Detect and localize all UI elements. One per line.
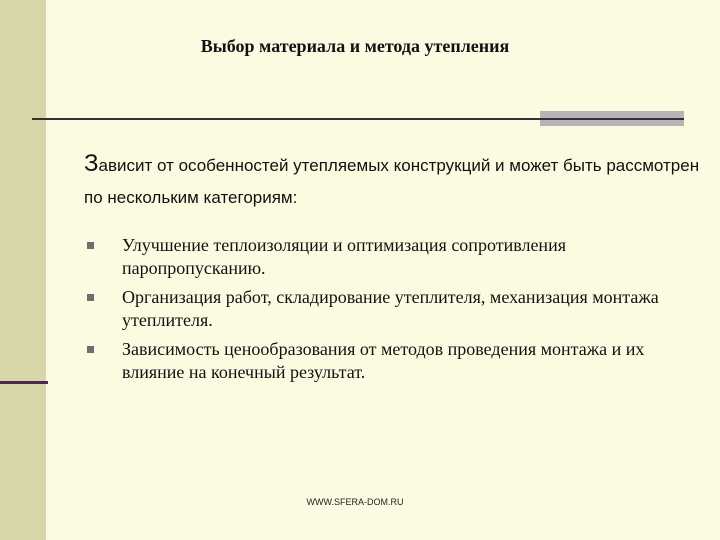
slide-title: Выбор материала и метода утепления — [200, 36, 510, 56]
bullet-text: Зависимость ценообразования от методов проведения монтажа и их влияние на конечный результат. — [122, 339, 645, 382]
square-bullet-icon — [87, 242, 94, 249]
bullet-text: Улучшение теплоизоляции и оптимизация сопротивления паропропусканию. — [122, 235, 566, 278]
square-bullet-icon — [87, 346, 94, 353]
title-divider — [32, 118, 684, 120]
footer-url[interactable]: WWW.SFERA-DOM.RU — [306, 497, 404, 507]
square-bullet-icon — [87, 294, 94, 301]
side-rule — [0, 381, 48, 384]
lead-text: ависит от особенностей утепляемых конструкций и может быть рассмотрен по нескольким категориям: — [84, 156, 700, 207]
bullet-item — [84, 338, 694, 384]
bullet-list — [84, 234, 694, 390]
bullet-text: Организация работ, складирование утеплителя, механизация монтажа утеплителя. — [122, 287, 659, 330]
lead-first-letter: З — [84, 150, 99, 177]
side-band — [0, 0, 46, 540]
bullet-item — [84, 286, 694, 332]
bullet-item — [84, 234, 694, 280]
lead-paragraph — [84, 148, 704, 214]
